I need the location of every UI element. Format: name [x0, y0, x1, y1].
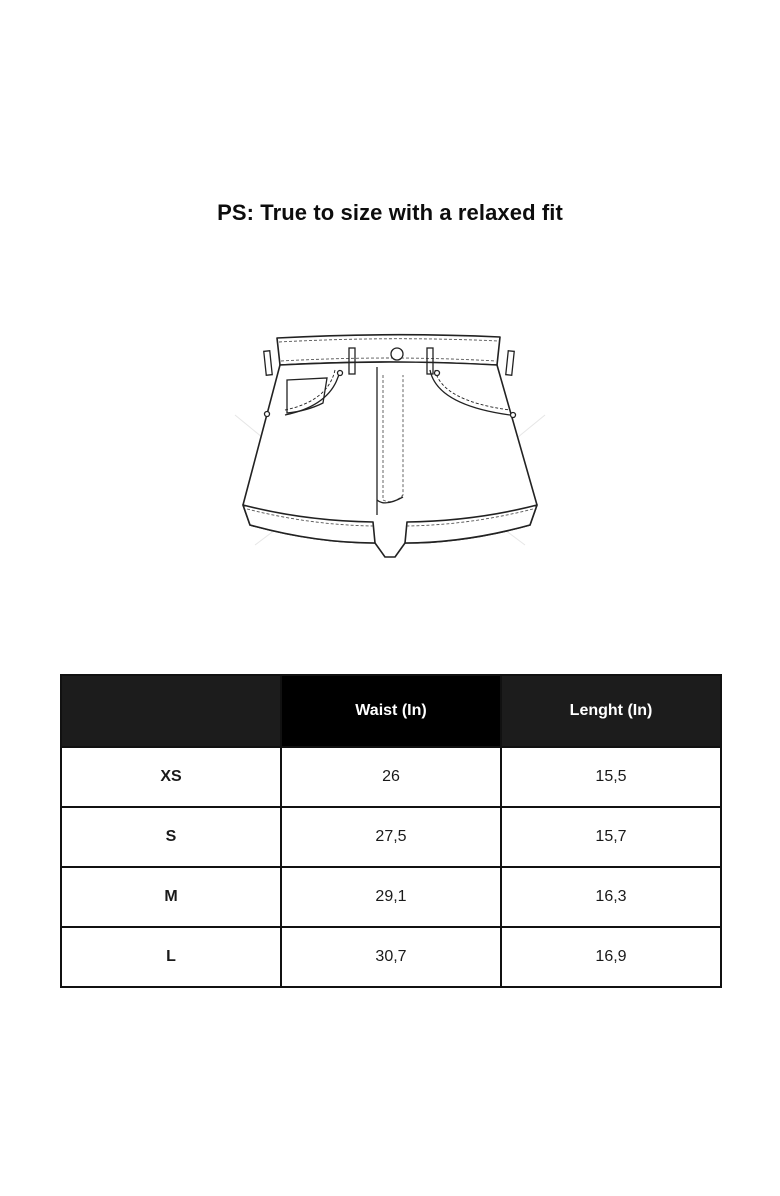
table-row	[61, 807, 721, 867]
length-cell: 15,5	[501, 747, 721, 807]
waist-cell: 30,7	[281, 927, 501, 987]
table-row	[61, 927, 721, 987]
length-cell: 16,3	[501, 867, 721, 927]
size-chart-table	[60, 674, 722, 988]
page-title: PS: True to size with a relaxed fit	[217, 200, 563, 225]
denim-shorts-flat-sketch-icon	[225, 315, 555, 580]
header-length-column: Lenght (In)	[501, 675, 721, 747]
length-cell: 15,7	[501, 807, 721, 867]
table-row	[61, 747, 721, 807]
length-cell: 16,9	[501, 927, 721, 987]
waist-cell: 27,5	[281, 807, 501, 867]
header-waist-column: Waist (In)	[281, 675, 501, 747]
size-cell: M	[61, 867, 281, 927]
waist-cell: 26	[281, 747, 501, 807]
denim-shorts-illustration	[225, 315, 555, 580]
waist-cell: 29,1	[281, 867, 501, 927]
size-cell: XS	[61, 747, 281, 807]
table-row	[61, 867, 721, 927]
size-cell: L	[61, 927, 281, 987]
table-header-row	[61, 675, 721, 747]
size-cell: S	[61, 807, 281, 867]
header-size-column	[61, 675, 281, 747]
